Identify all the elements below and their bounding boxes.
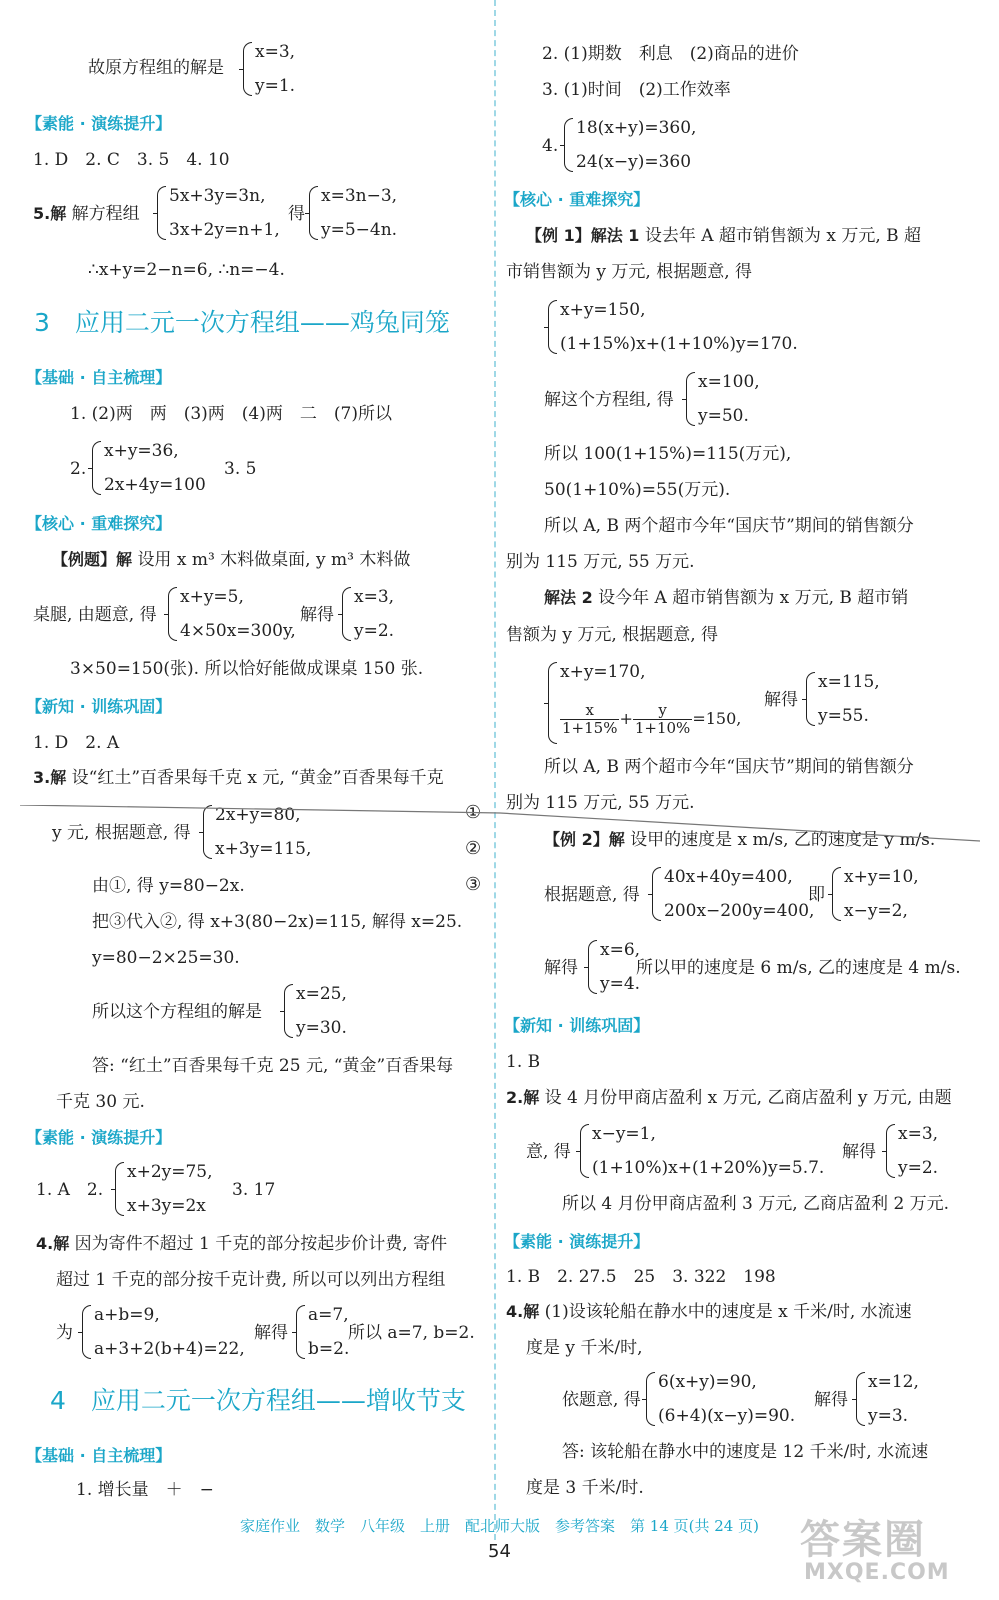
- equation-system: a+b=9, a+3+2(b+4)=22,: [82, 1305, 252, 1359]
- answer-line: 由①, 得 y=80−2x.: [92, 876, 245, 896]
- section-tag: 【素能 · 演练提升】: [504, 1232, 650, 1251]
- column-divider: [494, 0, 496, 1540]
- page-number: 54: [488, 1541, 511, 1562]
- equation-system: 2x+y=80, x+3y=115,: [203, 805, 343, 859]
- example-line: 50(1+10%)=55(万元).: [544, 480, 731, 500]
- example-line: 所以 A, B 两个超市今年“国庆节”期间的销售额分: [544, 757, 914, 777]
- answer-line: 1. D 2. C 3. 5 4. 10: [33, 150, 230, 170]
- section-tag: 【核心 · 重难探究】: [26, 514, 172, 533]
- answer-line: 所以 4 月份甲商店盈利 3 万元, 乙商店盈利 2 万元.: [562, 1194, 950, 1214]
- example-line: 别为 115 万元, 55 万元.: [506, 793, 695, 813]
- ji-text: 即: [808, 885, 825, 905]
- section-tag: 【素能 · 演练提升】: [26, 1128, 172, 1147]
- jiede-text: 解得: [842, 1142, 876, 1162]
- example-line: 售额为 y 万元, 根据题意, 得: [506, 625, 719, 645]
- example-line: 市销售额为 y 万元, 根据题意, 得: [506, 262, 753, 282]
- answer-line: 3.解 设“红土”百香果每千克 x 元, “黄金”百香果每千克: [33, 768, 444, 788]
- example-line: 所以 A, B 两个超市今年“国庆节”期间的销售额分: [544, 516, 914, 536]
- section-tag: 【新知 · 训练巩固】: [504, 1016, 650, 1035]
- jiede-text: 解得: [764, 690, 798, 710]
- equation-system: x+y=5, 4×50x=300y,: [168, 587, 298, 641]
- section-tag: 【新知 · 训练巩固】: [26, 697, 172, 716]
- answer-line: 度是 y 千米/时,: [526, 1338, 643, 1358]
- answer-line: 3. (1)时间 (2)工作效率: [542, 80, 731, 100]
- answer-line: 所以 a=7, b=2.: [348, 1323, 475, 1343]
- section-tag: 【基础 · 自主梳理】: [26, 368, 172, 387]
- example-line: 解得: [544, 958, 578, 978]
- answer-line: 千克 30 元.: [56, 1092, 145, 1112]
- answer-line: 1. 增长量 ＋ −: [76, 1480, 214, 1500]
- answer-line: 1. (2)两 两 (3)两 (4)两 二 (7)所以: [70, 404, 392, 424]
- section-heading: 4 应用二元一次方程组——增收节支: [50, 1386, 466, 1415]
- equation-system: x+y=150, (1+15%)x+(1+10%)y=170.: [548, 300, 818, 354]
- equation-system: a=7, b=2.: [296, 1305, 356, 1359]
- equation-system: x=3, y=1.: [243, 42, 363, 96]
- answer-line: 为: [56, 1323, 73, 1343]
- jiede-text: 解得: [814, 1390, 848, 1410]
- equation-system: x=25, y=30.: [284, 984, 384, 1038]
- equation-system: 18(x+y)=360, 24(x−y)=360: [564, 118, 724, 172]
- equation-system: x=100, y=50.: [686, 372, 766, 426]
- equation-system: x+y=170, $\frac{x}{1+15\%}$ + $\frac{y}{1+10\%}$ =150,: [548, 662, 768, 744]
- equation-system: x=3, y=2.: [886, 1124, 946, 1178]
- circled-number: ②: [465, 838, 482, 859]
- equation-system: x=3n−3, y=5−4n.: [309, 186, 439, 240]
- answer-line: 答: 该轮船在静水中的速度是 12 千米/时, 水流速: [562, 1442, 929, 1462]
- equation-system: x+2y=75, x+3y=2x: [115, 1162, 235, 1216]
- equation-system: x+y=10, x−y=2,: [832, 867, 932, 921]
- section-heading: 3 应用二元一次方程组——鸡兔同笼: [34, 308, 450, 337]
- answer-line: ∴x+y=2−n=6, ∴n=−4.: [88, 260, 285, 280]
- equation-system: 5x+3y=3n, 3x+2y=n+1,: [157, 186, 297, 240]
- circled-number: ①: [465, 802, 482, 823]
- watermark-logo: [800, 1508, 990, 1590]
- answer-line: 1. A 2.: [36, 1180, 104, 1200]
- answer-line: 1. B: [506, 1052, 541, 1072]
- answer-line: y=80−2×25=30.: [92, 948, 240, 968]
- example-line: 所以甲的速度是 6 m/s, 乙的速度是 4 m/s.: [636, 958, 961, 978]
- answer-line: y 元, 根据题意, 得: [52, 823, 191, 843]
- answer-line: 所以这个方程组的解是: [92, 1002, 262, 1022]
- equation-system: x=115, y=55.: [806, 672, 886, 726]
- equation-system: x+y=36, 2x+4y=100: [92, 441, 222, 495]
- equation-system: x=3, y=2.: [342, 587, 422, 641]
- example-line: 解法 2 设今年 A 超市销售额为 x 万元, B 超市销: [544, 588, 909, 608]
- equation-system: x−y=1, (1+10%)x+(1+20%)y=5.7.: [580, 1124, 840, 1178]
- example-line: 根据题意, 得: [544, 885, 640, 905]
- watermark-url: MXQE.COM: [804, 1560, 950, 1585]
- answer-line: 2. (1)期数 利息 (2)商品的进价: [542, 44, 799, 64]
- equation-system: 6(x+y)=90, (6+4)(x−y)=90.: [646, 1372, 836, 1426]
- answer-line: 依题意, 得: [562, 1390, 641, 1410]
- section-tag: 【核心 · 重难探究】: [504, 190, 650, 209]
- answer-line: 4.解 因为寄件不超过 1 千克的部分按起步价计费, 寄件: [36, 1234, 448, 1254]
- answer-line: 意, 得: [526, 1142, 571, 1162]
- answer-line: 3. 5: [224, 459, 257, 479]
- answer-line: 1. B 2. 27.5 25 3. 322 198: [506, 1267, 776, 1287]
- watermark-text: 答案圈: [800, 1517, 926, 1563]
- answer-line: 把③代入②, 得 x+3(80−2x)=115, 解得 x=25.: [92, 912, 463, 932]
- answer-line: 度是 3 千米/时.: [526, 1478, 644, 1498]
- example-line: 【例题】解 设用 x m³ 木料做桌面, y m³ 木料做: [52, 550, 411, 570]
- equation-system: x=6, y=4.: [588, 940, 648, 994]
- answer-line: 超过 1 千克的部分按千克计费, 所以可以列出方程组: [56, 1270, 446, 1290]
- jiede-text: 解得: [300, 605, 334, 625]
- example-line: 别为 115 万元, 55 万元.: [506, 552, 695, 572]
- example-line: 3×50=150(张). 所以恰好能做成课桌 150 张.: [70, 659, 424, 679]
- circled-number: ③: [465, 874, 482, 895]
- answer-line: 4.解 (1)设该轮船在静水中的速度是 x 千米/时, 水流速: [506, 1302, 912, 1322]
- answer-line: 答: “红土”百香果每千克 25 元, “黄金”百香果每: [92, 1056, 454, 1076]
- answer-line: 3. 17: [232, 1180, 276, 1200]
- equation-system: 40x+40y=400, 200x−200y=400,: [652, 867, 812, 921]
- equation-system: x=12, y=3.: [856, 1372, 926, 1426]
- example-line: 解这个方程组, 得: [544, 390, 674, 410]
- answer-line: 2.解 设 4 月份甲商店盈利 x 万元, 乙商店盈利 y 万元, 由题: [506, 1088, 952, 1108]
- section-tag: 【基础 · 自主梳理】: [26, 1446, 172, 1465]
- example-line: 所以 100(1+15%)=115(万元),: [544, 444, 792, 464]
- page-footer: 家庭作业 数学 八年级 上册 配北师大版 参考答案 第 14 页(共 24 页): [240, 1517, 759, 1535]
- example-line: 【例 1】解法 1 设去年 A 超市销售额为 x 万元, B 超: [526, 226, 922, 246]
- answer-line: 5.解 解方程组: [33, 204, 140, 224]
- example-line: 桌腿, 由题意, 得: [33, 605, 157, 625]
- jiede-text: 解得: [254, 1323, 288, 1343]
- answer-number: 2.: [70, 459, 87, 479]
- solution-line: 故原方程组的解是: [88, 58, 224, 78]
- example-line: 【例 2】解 设甲的速度是 x m/s, 乙的速度是 y m/s.: [544, 830, 936, 850]
- answer-line: 1. D 2. A: [33, 733, 120, 753]
- section-tag: 【素能 · 演练提升】: [26, 114, 172, 133]
- de-text: 得: [288, 204, 305, 224]
- answer-number: 4.: [542, 136, 559, 156]
